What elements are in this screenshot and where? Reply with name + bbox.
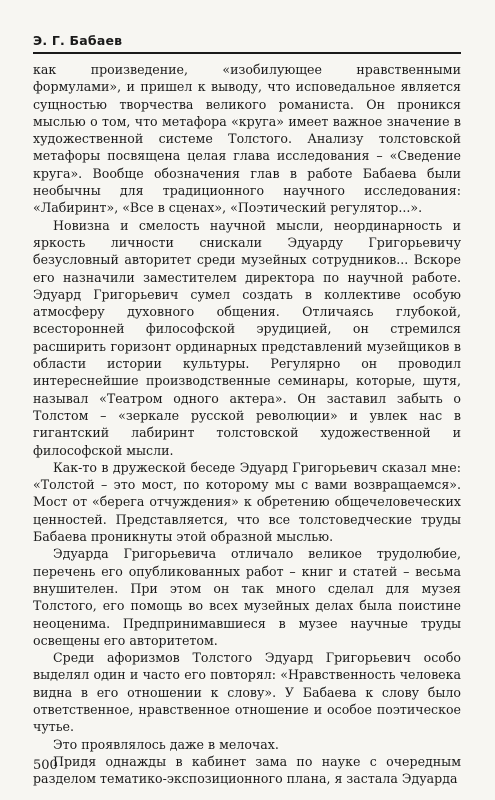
paragraph-4: Эдуарда Григорьевича отличало великое трудолюбие, перечень его опубликованных работ – книг и статей – весьма внушителен. При этом он так много сделал для музея Толстого, его помощь во всех музейных делах была поистине неоценима. Предпринимавшиеся в музее научные труды освещены его авторитетом. <box>33 546 461 648</box>
paragraph-7: Придя однажды в кабинет зама по науке с очередным разделом тематико-экспозиционного плана, я застала Эдуарда <box>33 753 461 787</box>
running-head: Э. Г. Бабаев <box>33 33 123 48</box>
header-rule <box>33 52 461 54</box>
page-number: 500 <box>33 758 58 773</box>
paragraph-6: Это проявлялось даже в мелочах. <box>53 736 279 752</box>
body-text <box>33 61 461 787</box>
paragraph-1: как произведение, «изобилующее нравственными формулами», и пришел к выводу, что исповедальное является сущностью творчества великого романиста. Он проникся мыслью о том, что метафора «круга» имеет важное значение в художественной системе Толстого. Анализу толстовской метафоры посвящена целая глава исследования – «Сведение круга». Вообще обозначения глав в работе Бабаева были необычны для традиционного научного исследования: «Лабиринт», «Все в сценах», «Поэтический регулятор...». <box>33 62 461 216</box>
paragraph-5: Среди афоризмов Толстого Эдуард Григорьевич особо выделял один и часто его повторял: «Нравственность человека видна в его отношении к слову». У Бабаева к слову было ответственное, нравственное отношение и особое поэтическое чутье. <box>33 650 461 735</box>
paragraph-2: Новизна и смелость научной мысли, неординарность и яркость личности снискали Эдуарду Григорьевичу безусловный авторитет среди музейных сотрудников... Вскоре его назначили заместителем директора по научной работе. Эдуард Григорьевич сумел создать в коллективе особую атмосферу духовного общения. Отличаясь глубокой, всесторонней философской эрудицией, он стремился расширить горизонт ординарных представлений музейщиков в области истории культуры. Регулярно он проводил интереснейшие производственные семинары, которые, шутя, называл «Театром одного актера». Он заставил забыть о Толстом – «зеркале русской революции» и увлек нас в гигантский лабиринт толстовской художественной и философской мысли. <box>33 217 461 458</box>
paragraph-3: Как-то в дружеской беседе Эдуард Григорьевич сказал мне: «Толстой – это мост, по которому мы с вами возвращаемся». Мост от «берега отчуждения» к обретению общечеловеческих ценностей. Представляется, что все толстоведческие труды Бабаева проникнуты этой образной мыслью. <box>33 459 461 545</box>
